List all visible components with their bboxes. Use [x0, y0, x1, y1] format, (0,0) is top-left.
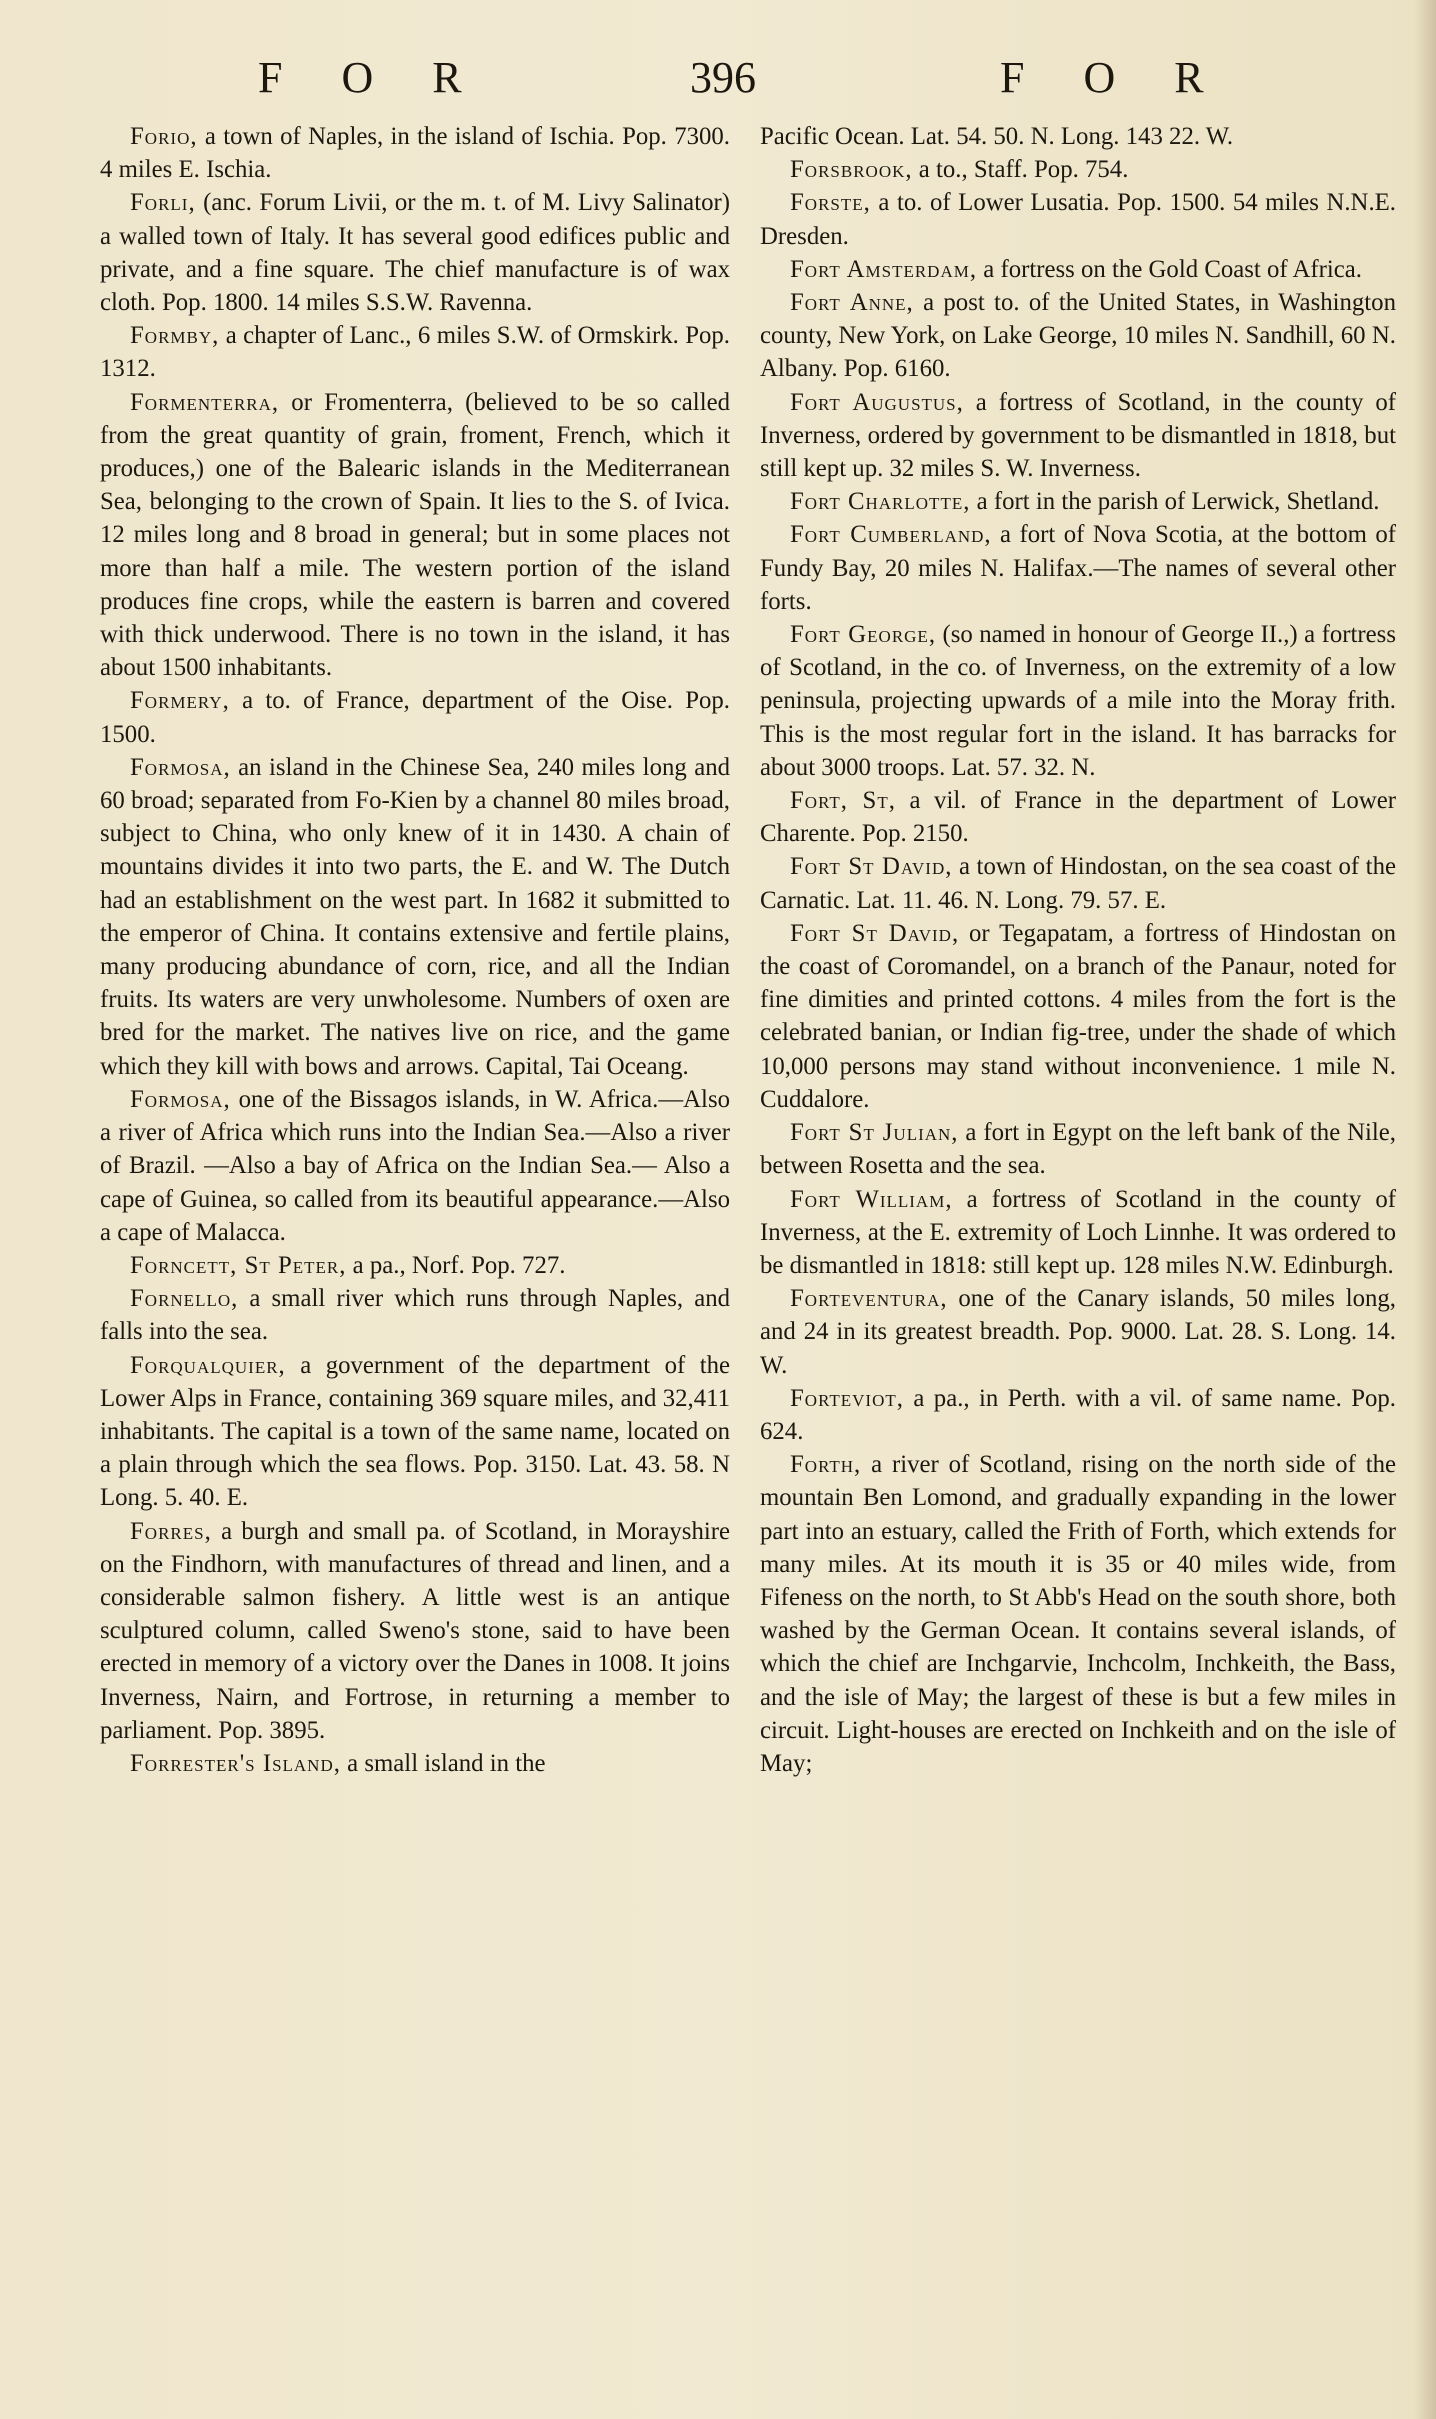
entry-headword: Fort, St,: [790, 787, 896, 815]
entry-headword: Fort St David,: [790, 853, 953, 881]
entry-headword: Fort Amsterdam,: [790, 255, 978, 283]
gazetteer-entry: [760, 917, 1396, 1116]
entry-text: a to. of Lower Lusatia. Pop. 1500. 54 miles N.N.E. Dresden.: [760, 189, 1396, 250]
page-edge-shadow: [1414, 0, 1436, 2419]
gazetteer-entry: [100, 1083, 730, 1249]
entry-text: a small island in the: [340, 1749, 546, 1777]
gazetteer-entry: [100, 386, 730, 685]
entry-text: a chapter of Lanc., 6 miles S.W. of Ormskirk. Pop. 1312.: [100, 322, 730, 383]
gazetteer-entry: [100, 1249, 730, 1282]
gazetteer-entry: [100, 751, 730, 1083]
entry-headword: Forste,: [790, 189, 871, 217]
left-column: [100, 120, 730, 1780]
entry-text: a town of Hindostan, on the sea coast of the Carnatic. Lat. 11. 46. N. Long. 79. 57. E.: [760, 853, 1396, 914]
entry-headword: Fort Augustus,: [790, 388, 964, 416]
gazetteer-entry: [760, 1382, 1396, 1448]
gazetteer-entry: [760, 850, 1396, 916]
running-header: [0, 52, 1436, 112]
gazetteer-entry: [100, 1747, 730, 1780]
entry-text: a pa., Norf. Pop. 727.: [346, 1251, 566, 1279]
gazetteer-entry: [760, 618, 1396, 784]
entry-text: or Tegapatam, a fortress of Hindostan on the coast of Coromandel, on a branch of the Panaur, noted for fine dimities and printed cottons. 4 miles from the fort is the celebrated banian, or Indian fig-tree, under the shade of which 10,000 persons may stand without inconvenience. 1 mile N. Cuddalore.: [760, 919, 1396, 1113]
entry-text: a vil. of France in the department of Lower Charente. Pop. 2150.: [760, 787, 1397, 848]
entry-text: a post to. of the United States, in Washington county, New York, on Lake George, 10 miles N. Sandhill, 60 N. Albany. Pop. 6160.: [760, 289, 1396, 383]
entry-headword: Formosa,: [130, 753, 231, 781]
entry-text: a burgh and small pa. of Scotland, in Morayshire on the Findhorn, with manufactures of thread and linen, and a considerable salmon fishery. A little west is an antique sculptured column, called Sweno's stone, said to have been erected in memory of a victory over the Danes in 1008. It joins Inverness, Nairn, and Fortrose, in returning a member to parliament. Pop. 3895.: [100, 1517, 730, 1744]
entry-text: an island in the Chinese Sea, 240 miles long and 60 broad; separated from Fo-Kien by a channel 80 miles broad, subject to China, who only knew of it in 1430. A chain of mountains divides it into two parts, the E. and W. The Dutch had an establishment on the west part. In 1682 it submitted to the emperor of China. It contains extensive and fertile plains, many producing abundance of corn, rice, and all the Indian fruits. Its waters are very unwholesome. Numbers of oxen are bred for the market. The natives live on rice, and the game which they kill with bows and arrows. Capital, Tai Oceang.: [100, 753, 730, 1080]
entry-text: a fortress on the Gold Coast of Africa.: [977, 255, 1363, 283]
entry-text: a government of the department of the Lower Alps in France, containing 369 square miles, and 32,411 inhabitants. The capital is a town of the same name, located on a plain through which the sea flows. Pop. 3150. Lat. 43. 58. N Long. 5. 40. E.: [100, 1351, 730, 1512]
entry-headword: Forncett, St Peter,: [130, 1251, 347, 1279]
entry-headword: Forteventura,: [790, 1285, 948, 1313]
header-right-guideword: F O R: [1000, 53, 1228, 102]
gazetteer-entry: [100, 319, 730, 385]
entry-headword: Formery,: [130, 687, 230, 715]
entry-headword: Fort St David,: [790, 919, 960, 947]
entry-headword: Fort George,: [790, 621, 937, 649]
gazetteer-entry: [760, 286, 1396, 386]
entry-headword: Forqualquier,: [130, 1351, 286, 1379]
gazetteer-entry: [760, 1183, 1396, 1283]
entry-text: a fort of Nova Scotia, at the bottom of Fundy Bay, 20 miles N. Halifax.—The names of several other forts.: [760, 521, 1396, 615]
gazetteer-entry: [760, 1282, 1396, 1382]
gazetteer-entry: [100, 186, 730, 319]
entry-headword: Forsbrook,: [790, 156, 913, 184]
gazetteer-entry: [760, 518, 1396, 618]
gazetteer-entry: [760, 1448, 1396, 1780]
entry-text: one of the Bissagos islands, in W. Africa.—Also a river of Africa which runs into the Indian Sea.—Also a river of Brazil. —Also a bay of Africa on the Indian Sea.— Also a cape of Guinea, so called from its beautiful appearance.—Also a cape of Malacca.: [100, 1085, 730, 1246]
entry-text: a to., Staff. Pop. 754.: [912, 156, 1129, 184]
entry-text: a fort in Egypt on the left bank of the Nile, between Rosetta and the sea.: [760, 1119, 1396, 1180]
gazetteer-entry: [760, 120, 1396, 153]
entry-text: a pa., in Perth. with a vil. of same name. Pop. 624.: [760, 1384, 1396, 1445]
gazetteer-entry: [760, 485, 1396, 518]
entry-headword: Fort William,: [790, 1185, 953, 1213]
gazetteer-entry: [760, 784, 1396, 850]
entry-headword: Forth,: [790, 1451, 862, 1479]
entry-text: or Fromenterra, (believed to be so called from the great quantity of grain, froment, French, which it produces,) one of the Balearic islands in the Mediterranean Sea, belonging to the crown of Spain. It lies to the S. of Ivica. 12 miles long and 8 broad in general; but in some places not more than half a mile. The western portion of the island produces fine crops, while the eastern is barren and covered with thick underwood. There is no town in the island, it has about 1500 inhabitants.: [100, 388, 730, 682]
entry-text: a town of Naples, in the island of Ischia. Pop. 7300. 4 miles E. Ischia.: [100, 123, 730, 184]
gazetteer-entry: [760, 153, 1396, 186]
entry-text: a small river which runs through Naples, and falls into the sea.: [100, 1285, 730, 1346]
entry-text: one of the Canary islands, 50 miles long, and 24 in its greatest breadth. Pop. 9000. Lat. 28. S. Long. 14. W.: [760, 1285, 1396, 1379]
entry-text: a river of Scotland, rising on the north side of the mountain Ben Lomond, and gradually expanding in the lower part into an estuary, called the Frith of Forth, which extends for many miles. At its mouth it is 35 or 40 miles wide, from Fifeness on the north, to St Abb's Head on the south shore, both washed by the German Ocean. It contains several islands, of which the chief are Inchgarvie, Inchcolm, Inchkeith, the Bass, and the isle of May; the largest of these is but a few miles in circuit. Light-houses are erected on Inchkeith and on the isle of May;: [760, 1451, 1396, 1777]
right-column: [760, 120, 1396, 1780]
header-left-guideword: F O R: [258, 53, 486, 102]
gazetteer-entry: [100, 1349, 730, 1515]
entry-headword: Fort St Julian,: [790, 1119, 959, 1147]
gazetteer-entry: [760, 186, 1396, 252]
gazetteer-entry: [100, 684, 730, 750]
gazetteer-entry: [100, 1515, 730, 1747]
gazetteer-entry: [100, 1282, 730, 1348]
entry-headword: Formosa,: [130, 1085, 231, 1113]
page-number: 396: [690, 53, 756, 102]
entry-headword: Forteviot,: [790, 1384, 904, 1412]
entry-text: a fortress of Scotland in the county of Inverness, at the E. extremity of Loch Linnhe. It was ordered to be dismantled in 1818: still kept up. 128 miles N.W. Edinburgh.: [760, 1185, 1396, 1279]
entry-headword: Forres,: [130, 1517, 212, 1545]
entry-headword: Forli,: [130, 189, 196, 217]
gazetteer-entry: [760, 1116, 1396, 1182]
entry-text: (anc. Forum Livii, or the m. t. of M. Livy Salinator) a walled town of Italy. It has several good edifices public and private, and a fine square. The chief manufacture is of wax cloth. Pop. 1800. 14 miles S.S.W. Ravenna.: [100, 189, 730, 317]
gazetteer-entry: [760, 253, 1396, 286]
entry-headword: Forrester's Island,: [130, 1749, 341, 1777]
entry-text: Pacific Ocean. Lat. 54. 50. N. Long. 143 22. W.: [760, 123, 1234, 150]
entry-headword: Fort Charlotte,: [790, 488, 971, 516]
entry-headword: Formby,: [130, 322, 220, 350]
gazetteer-entry: [100, 120, 730, 186]
entry-headword: Fornello,: [130, 1285, 239, 1313]
entry-text: a fortress of Scotland, in the county of Inverness, ordered by government to be dismantled in 1818, but still kept up. 32 miles S. W. Inverness.: [760, 388, 1397, 483]
entry-headword: Formenterra,: [130, 388, 280, 416]
entry-text: a fort in the parish of Lerwick, Shetland.: [970, 488, 1380, 516]
entry-headword: Fort Cumberland,: [790, 521, 992, 549]
entry-headword: Fort Anne,: [790, 289, 914, 317]
entry-headword: Forio,: [130, 123, 198, 150]
gazetteer-entry: [760, 386, 1396, 486]
entry-text: (so named in honour of George II.,) a fortress of Scotland, in the co. of Inverness, on the extremity of a low peninsula, projecting upwards of a mile into the Moray frith. This is the most regular fort in the island. It has barracks for about 3000 troops. Lat. 57. 32. N.: [760, 621, 1396, 781]
entry-text: a to. of France, department of the Oise. Pop. 1500.: [100, 687, 730, 748]
